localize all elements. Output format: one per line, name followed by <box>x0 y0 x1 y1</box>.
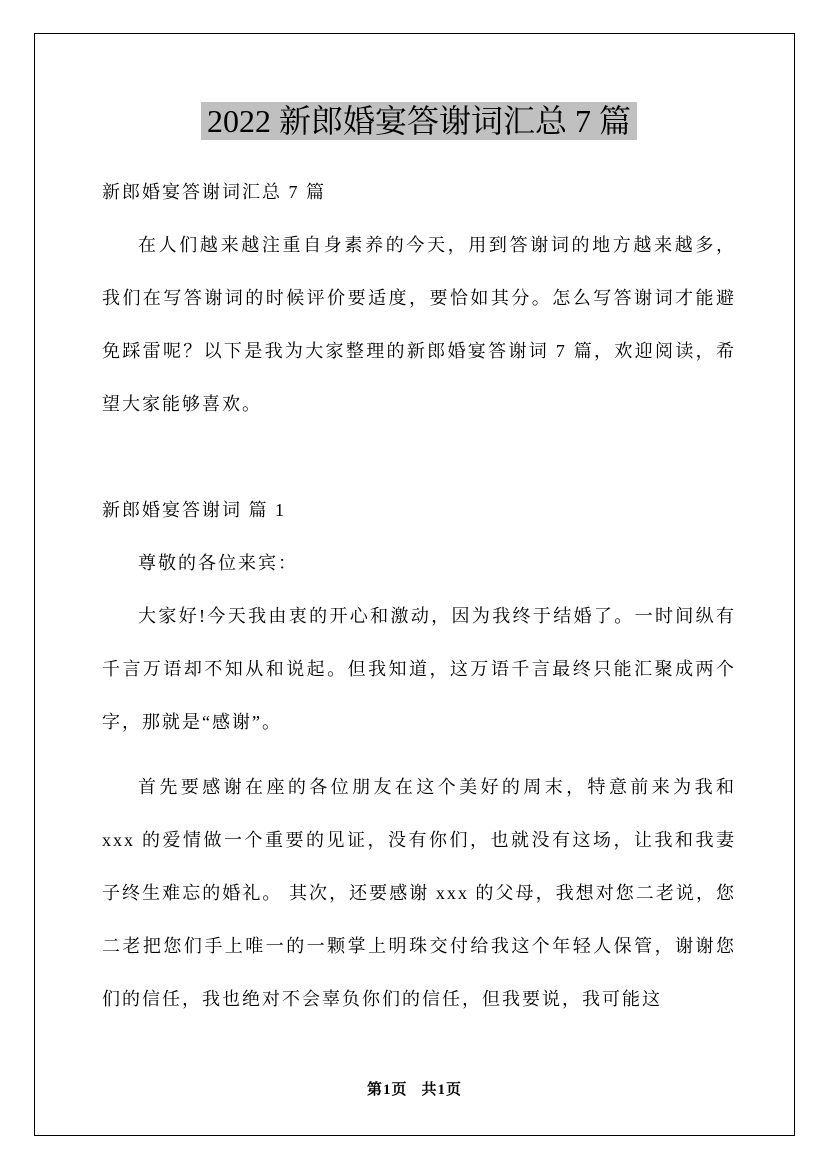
title-highlighted-text: 2022 新郎婚宴答谢词汇总 7 篇 <box>201 102 637 140</box>
section-1-heading: 新郎婚宴答谢词 篇 1 <box>102 500 286 520</box>
body-paragraph-2: 首先要感谢在座的各位朋友在这个美好的周末，特意前来为我和 xxx 的爱情做一个重要的见证，没有你们，也就没有这场，让我和我妻子终生难忘的婚礼。 其次，还要感谢 xxx 的父母，我想对您二老说，您二老把您们手上唯一的一颗掌上明珠交付给我这个年轻人保管，谢谢您们的信任，我也绝对不会辜负你们的信任，但我要说，我可能这 <box>102 777 736 1009</box>
salutation: 尊敬的各位来宾： <box>138 553 298 573</box>
subheading: 新郎婚宴答谢词汇总 7 篇 <box>102 182 326 202</box>
page-content <box>35 34 794 1026</box>
document-page <box>34 33 795 1136</box>
page-footer <box>35 1078 794 1099</box>
body-paragraph-1: 大家好!今天我由衷的开心和激动，因为我终于结婚了。一时间纵有千言万语却不知从和说起。但我知道，这万语千言最终只能汇聚成两个字，那就是“感谢”。 <box>102 606 736 732</box>
footer-current-page: 第1页 <box>366 1082 408 1098</box>
intro-paragraph: 在人们越来越注重自身素养的今天，用到答谢词的地方越来越多，我们在写答谢词的时候评价要适度，要恰如其分。怎么写答谢词才能避免踩雷呢？以下是我为大家整理的新郎婚宴答谢词 7 篇，欢迎阅读，希望大家能够喜欢。 <box>102 235 736 414</box>
page-title <box>102 100 736 142</box>
footer-total-pages: 共1页 <box>421 1082 463 1098</box>
